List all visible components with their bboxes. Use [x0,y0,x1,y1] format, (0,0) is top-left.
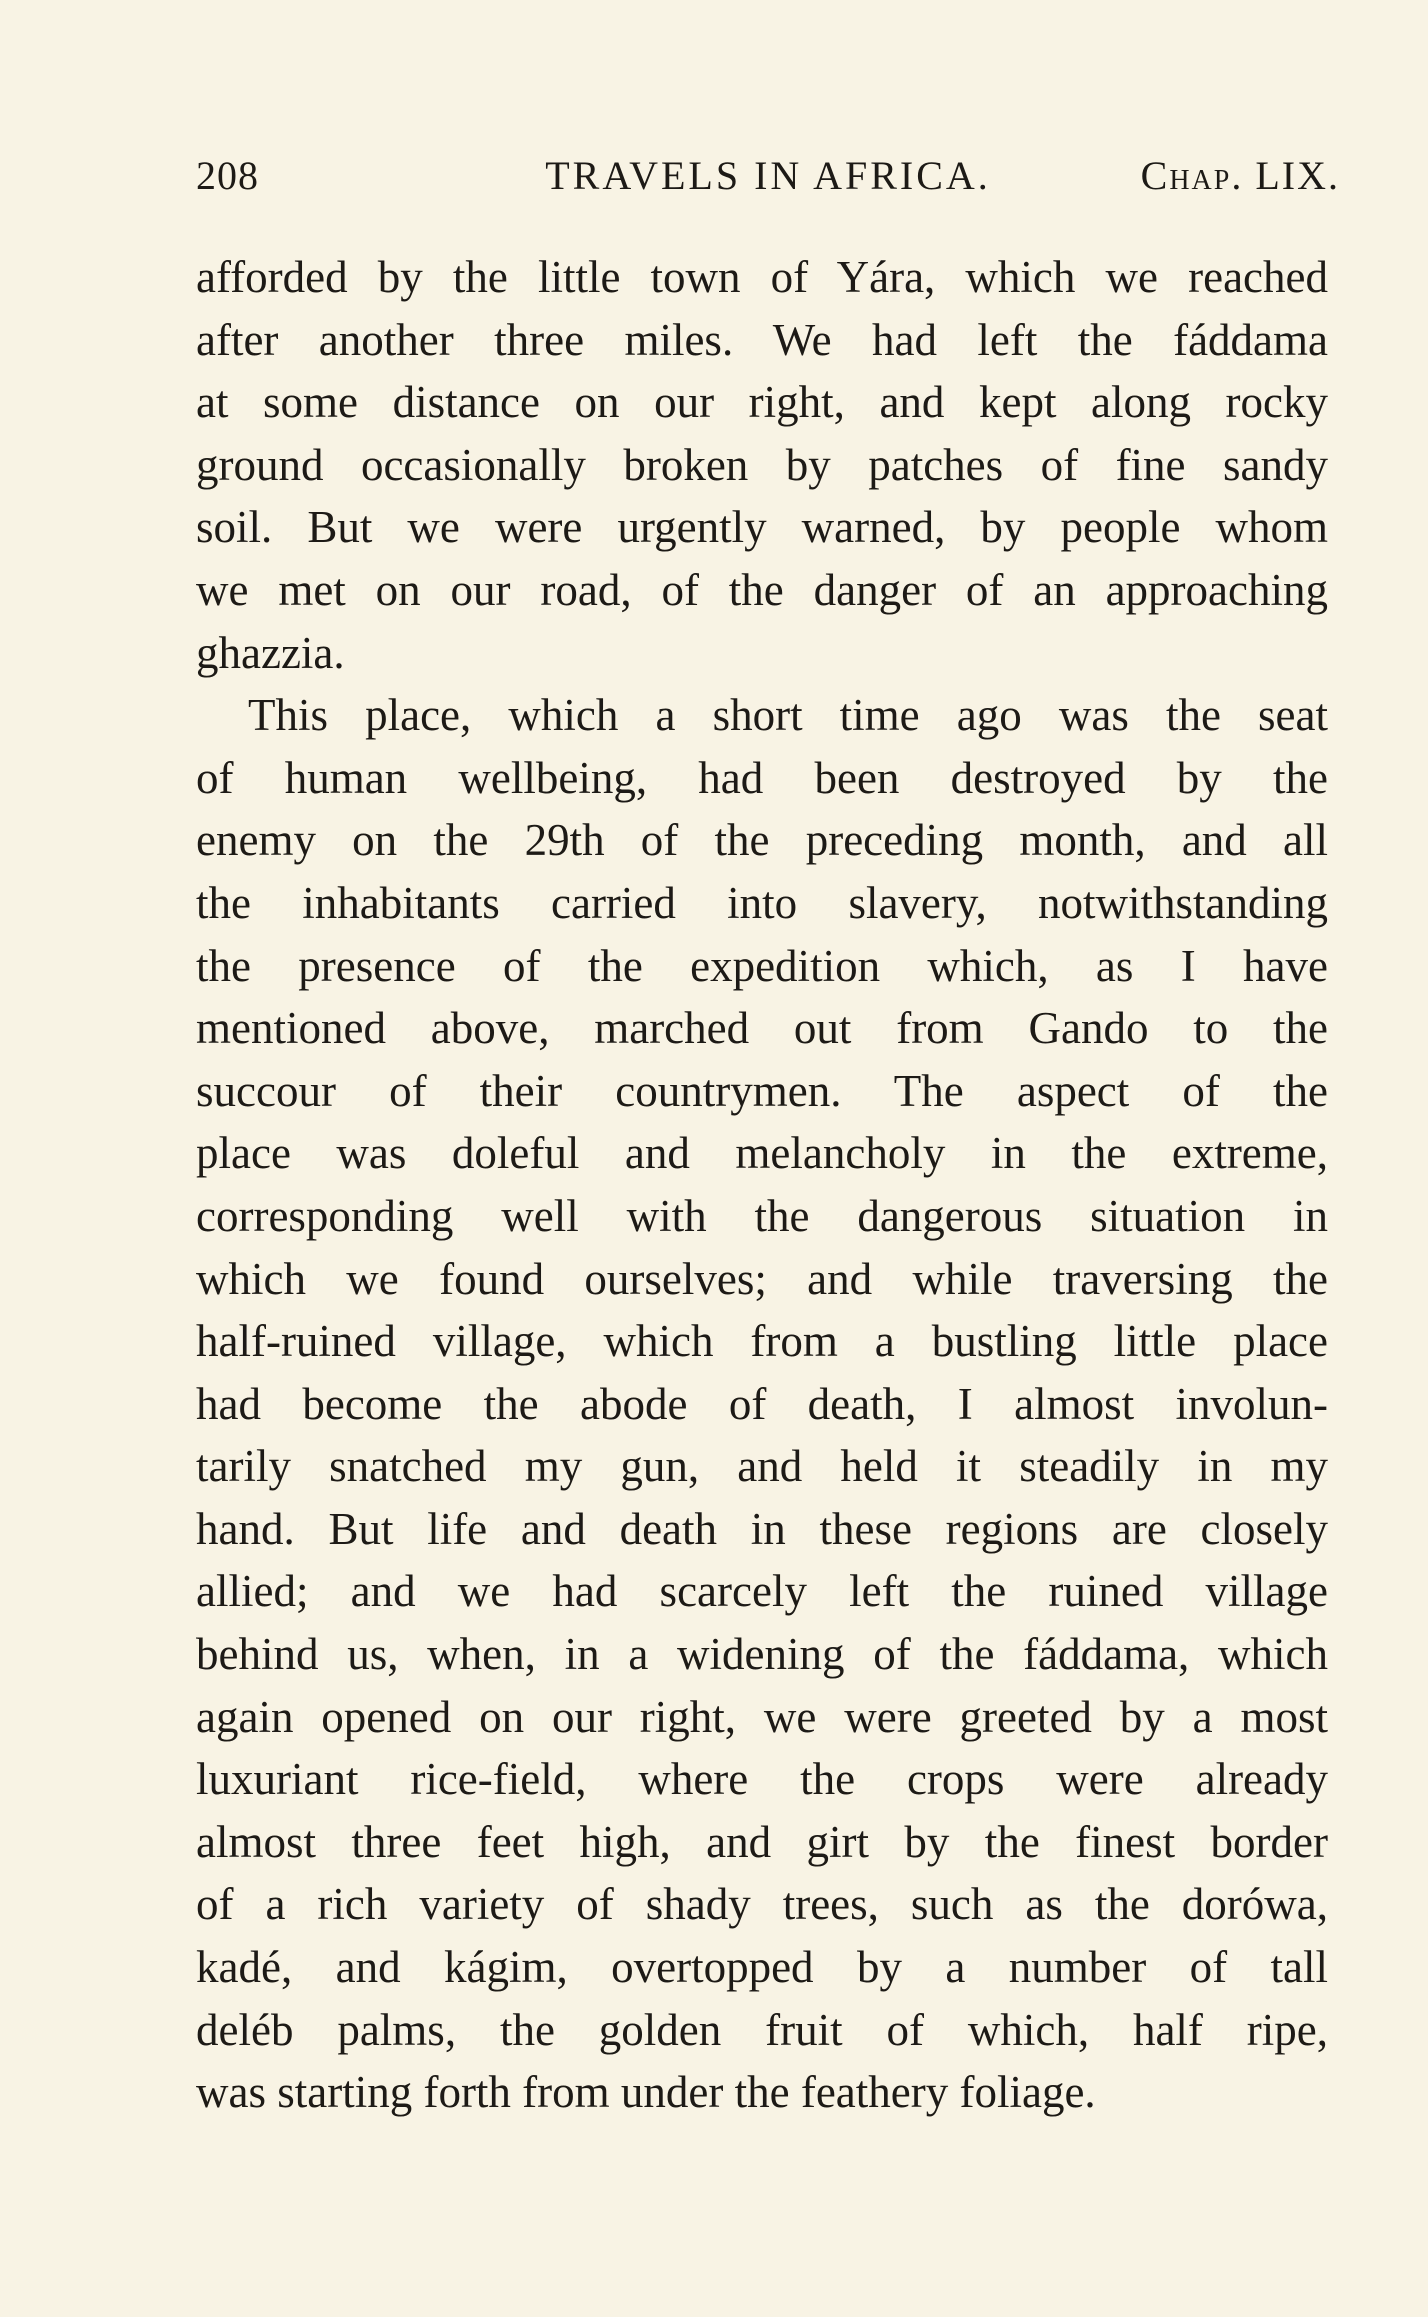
running-head [196,152,1340,212]
text-line: mentioned above, marched out from Gando to the [196,1003,1328,1054]
text-line: again opened on our right, we were greeted by a most [196,1691,1328,1742]
text-line: afforded by the little town of Yára, which we reached [196,252,1328,302]
running-title: TRAVELS IN AFRICA. [545,153,991,198]
text-line: corresponding well with the dangerous situation in [196,1190,1328,1241]
text-line: had become the abode of death, I almost involun- [196,1378,1328,1429]
text-line: which we found ourselves; and while traversing the [196,1253,1328,1304]
text-line: after another three miles. We had left the fáddama [196,314,1328,365]
text-line: ground occasionally broken by patches of fine sandy [196,439,1328,490]
text-line: was starting forth from under the feathery foliage. [196,2067,1096,2118]
text-line: half-ruined village, which from a bustling little place [196,1316,1328,1367]
text-line: almost three feet high, and girt by the finest border [196,1816,1328,1867]
text-line: of human wellbeing, had been destroyed by the [196,752,1328,803]
text-line: the inhabitants carried into slavery, notwithstanding [196,877,1328,928]
text-line: soil. But we were urgently warned, by people whom [196,502,1328,553]
text-line: tarily snatched my gun, and held it steadily in my [196,1441,1328,1492]
text-line: the presence of the expedition which, as I have [196,940,1328,991]
text-line: hand. But life and death in these regions are closely [196,1503,1328,1554]
text-line: This place, which a short time ago was the seat [248,690,1328,741]
text-line: succour of their countrymen. The aspect of the [196,1065,1328,1116]
paragraph-2 [196,684,1328,2124]
text-line: deléb palms, the golden fruit of which, half ripe, [196,2004,1328,2055]
text-line: ghazzia. [196,627,345,678]
text-line: luxuriant rice-field, where the crops were already [196,1754,1328,1805]
text-line: allied; and we had scarcely left the ruined village [196,1566,1328,1617]
chapter-label: Chap. LIX. [1140,153,1340,198]
text-line: we met on our road, of the danger of an approaching [196,564,1328,615]
text-line: kadé, and kágim, overtopped by a number of tall [196,1942,1328,1993]
page-number: 208 [196,153,259,198]
text-line: behind us, when, in a widening of the fáddama, which [196,1629,1328,1680]
text-line: at some distance on our right, and kept along rocky [196,377,1328,428]
body-text [196,246,1328,2124]
paragraph-1 [196,246,1328,684]
text-line: enemy on the 29th of the preceding month, and all [196,815,1328,866]
text-line: place was doleful and melancholy in the extreme, [196,1128,1328,1179]
text-line: of a rich variety of shady trees, such as the dorówa, [196,1879,1328,1930]
